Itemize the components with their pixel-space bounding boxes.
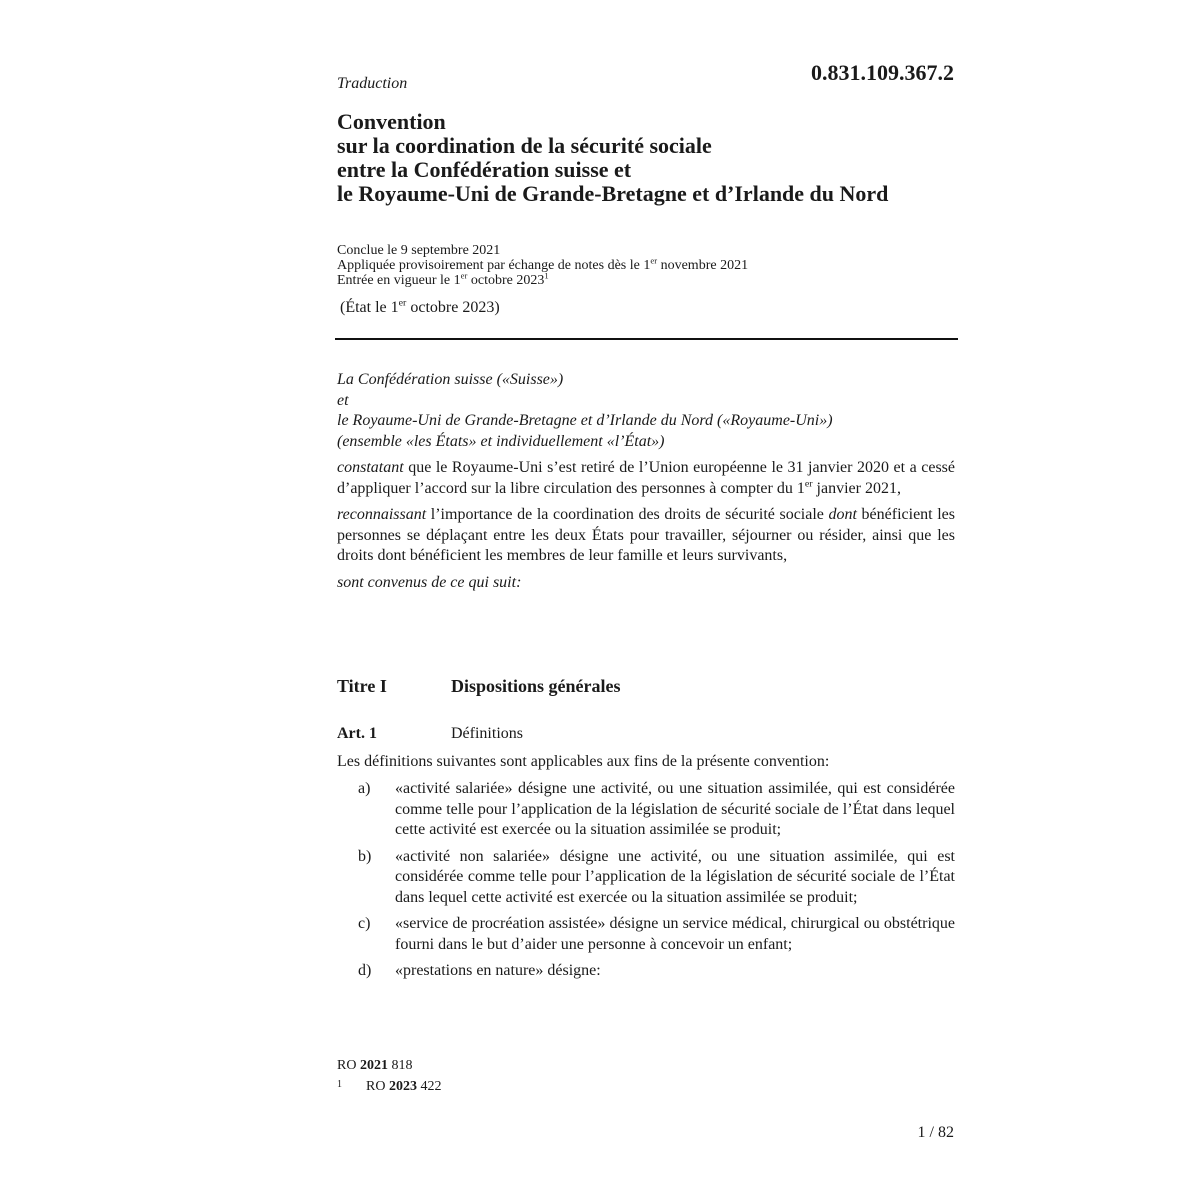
definition-item bbox=[337, 914, 955, 955]
titre-heading: Dispositions générales bbox=[451, 676, 621, 696]
footnote-1: $^1$ RO 2023 422 bbox=[337, 1079, 442, 1094]
party-suisse: La Confédération suisse («Suisse») bbox=[337, 371, 564, 388]
definition-letter: c) bbox=[358, 915, 371, 932]
entree-en-vigueur-date: Entrée en vigueur le 1er octobre 2023$^1$ bbox=[337, 270, 549, 288]
header-divider bbox=[335, 338, 958, 340]
conjunction-et: et bbox=[337, 391, 349, 409]
footnote-marker: 1 bbox=[337, 1079, 342, 1090]
definition-item bbox=[337, 847, 955, 909]
page-number: 1 / 82 bbox=[917, 1124, 954, 1141]
traduction-label: Traduction bbox=[337, 75, 408, 92]
constatant-paragraph: constatant que le Royaume-Uni s’est retiré de l’Union européenne le 31 janvier 2020 et a cessé d’appliquer l’accord sur la libre circulation des personnes à compter du 1er janvier 2021, bbox=[337, 459, 955, 497]
definition-letter: a) bbox=[358, 780, 371, 797]
definitions-list bbox=[337, 779, 955, 988]
appliquee-date: Appliquée provisoirement par échange de notes dès le 1er novembre 2021 bbox=[337, 255, 749, 273]
convenus-line: sont convenus de ce qui suit: bbox=[337, 573, 522, 591]
party-royaume-uni: le Royaume-Uni de Grande-Bretagne et d’Irlande du Nord («Royaume-Uni») bbox=[337, 412, 833, 429]
definition-letter: d) bbox=[358, 962, 372, 979]
article-number: Art. 1 bbox=[337, 725, 377, 742]
title-line-3: entre la Confédération suisse et bbox=[337, 157, 632, 182]
definition-text: «service de procréation assistée» désigne un service médical, chirurgical ou obstétrique fourni dans le but d’aider une personne à concevoir un enfant; bbox=[395, 915, 955, 953]
preamble bbox=[337, 370, 955, 593]
ro-reference: RO 2021 818 bbox=[337, 1058, 413, 1073]
definition-text: «activité non salariée» désigne une activité, ou une situation assimilée, qui est considérée comme telle pour l’application de la législation de sécurité sociale de l’État dans lequel cette activité est exercée ou la situation assimilée se produit; bbox=[395, 847, 955, 906]
article-title: Définitions bbox=[451, 725, 523, 742]
reconnaissant-paragraph: reconnaissant l’importance de la coordination des droits de sécurité sociale dont bénéficient les personnes se déplaçant entre les deux États pour travailler, séjourner ou résider, ainsi que les droits dont bénéficient les membres de leur famille et leurs survivants, bbox=[337, 506, 955, 564]
document-number: 0.831.109.367.2 bbox=[811, 60, 954, 85]
definition-item bbox=[337, 779, 955, 841]
title-line-2: sur la coordination de la sécurité sociale bbox=[337, 133, 712, 158]
dates-block bbox=[337, 243, 748, 288]
title-line-1: Convention bbox=[337, 109, 446, 134]
ensemble-note: (ensemble «les États» et individuellement «l’État») bbox=[337, 432, 665, 450]
article-intro: Les définitions suivantes sont applicables aux fins de la présente convention: bbox=[337, 753, 830, 770]
convention-title bbox=[337, 110, 977, 206]
footnote-ref[interactable]: 1 bbox=[544, 270, 549, 281]
definition-text: «prestations en nature» désigne: bbox=[395, 962, 601, 979]
conclue-date: Conclue le 9 septembre 2021 bbox=[337, 243, 501, 258]
etat-date: (État le 1er octobre 2023) bbox=[340, 297, 500, 316]
titre-number: Titre I bbox=[337, 676, 387, 696]
title-line-4: le Royaume-Uni de Grande-Bretagne et d’Irlande du Nord bbox=[337, 181, 889, 206]
definition-item bbox=[337, 961, 955, 982]
definition-letter: b) bbox=[358, 847, 372, 865]
definition-text: «activité salariée» désigne une activité, ou une situation assimilée, qui est considérée comme telle pour l’application de la législation de sécurité sociale de l’État dans lequel cette activité est exercée ou la situation assimilée se produit; bbox=[395, 780, 955, 838]
